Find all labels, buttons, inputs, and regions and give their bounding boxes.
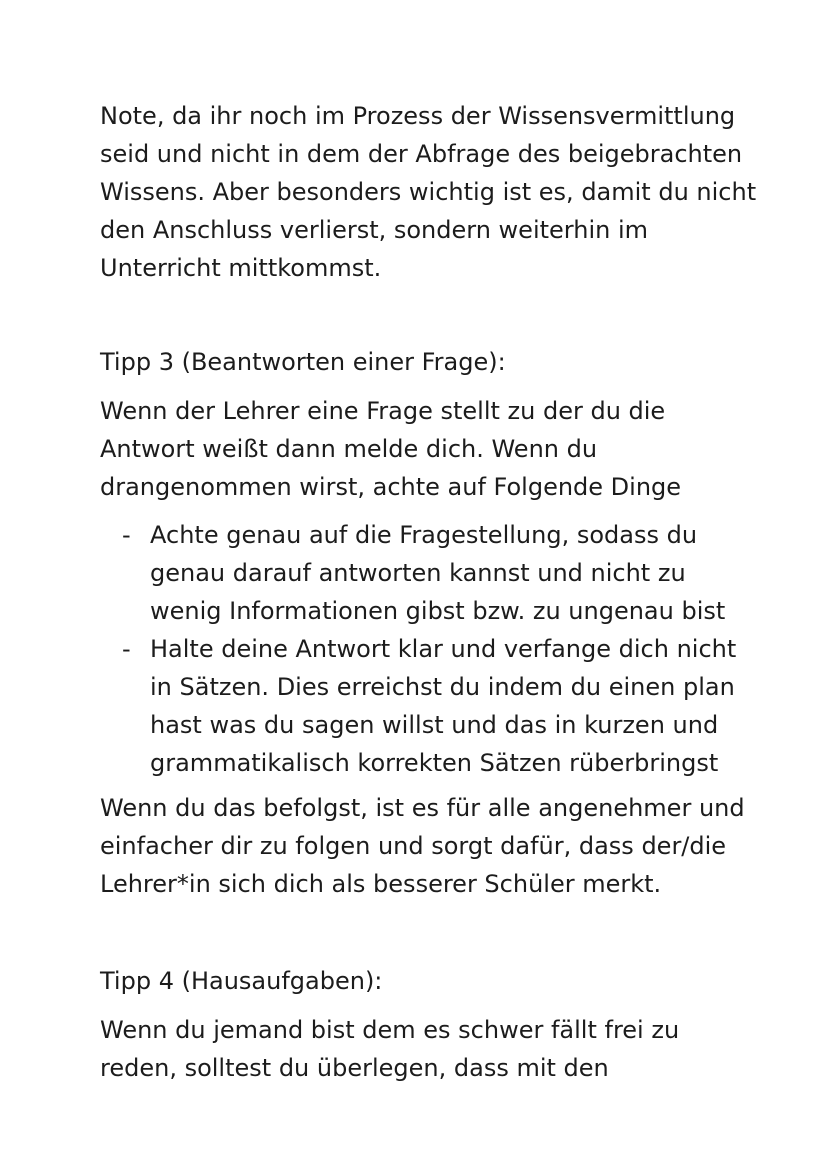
text-line: Wissens. Aber besonders wichtig ist es, damit du nicht xyxy=(100,178,757,206)
tipp3-intro-paragraph xyxy=(100,392,681,506)
text-line: Wenn der Lehrer eine Frage stellt zu der du die xyxy=(100,397,666,425)
text-line: Lehrer*in sich dich als besserer Schüler merkt. xyxy=(100,870,662,898)
tipp3-outro-paragraph xyxy=(100,789,745,903)
list-item xyxy=(100,630,736,782)
text-line: Wenn du jemand bist dem es schwer fällt frei zu xyxy=(100,1016,680,1044)
dash-bullet: - xyxy=(122,521,131,549)
text-line: Achte genau auf die Fragestellung, sodass du xyxy=(150,521,698,549)
text-line: Antwort weißt dann melde dich. Wenn du xyxy=(100,435,598,463)
text-line: seid und nicht in dem der Abfrage des beigebrachten xyxy=(100,140,743,168)
section-heading: Tipp 4 (Hausaufgaben): xyxy=(100,967,383,995)
text-line: Wenn du das befolgst, ist es für alle angenehmer und xyxy=(100,794,745,822)
section-heading: Tipp 3 (Beantworten einer Frage): xyxy=(100,348,506,376)
tipp4-intro-paragraph xyxy=(100,1011,679,1087)
text-line: wenig Informationen gibst bzw. zu ungenau bist xyxy=(150,597,726,625)
text-line: Unterricht mittkommst. xyxy=(100,254,382,282)
tipp3-bullet-list xyxy=(100,516,736,782)
text-line: in Sätzen. Dies erreichst du indem du einen plan xyxy=(150,673,735,701)
text-line: einfacher dir zu folgen und sorgt dafür, dass der/die xyxy=(100,832,727,860)
text-line: reden, solltest du überlegen, dass mit den xyxy=(100,1054,609,1082)
text-line: den Anschluss verlierst, sondern weiterhin im xyxy=(100,216,649,244)
tipp4-heading xyxy=(100,962,382,1000)
text-line: Halte deine Antwort klar und verfange dich nicht xyxy=(150,635,737,663)
text-line: Note, da ihr noch im Prozess der Wissensvermittlung xyxy=(100,102,736,130)
dash-bullet: - xyxy=(122,635,131,663)
tipp3-heading xyxy=(100,343,506,381)
list-item xyxy=(100,516,736,630)
text-line: genau darauf antworten kannst und nicht zu xyxy=(150,559,686,587)
text-line: grammatikalisch korrekten Sätzen rüberbringst xyxy=(150,749,719,777)
text-line: hast was du sagen willst und das in kurzen und xyxy=(150,711,719,739)
text-line: drangenommen wirst, achte auf Folgende Dinge xyxy=(100,473,682,501)
intro-paragraph xyxy=(100,97,756,287)
